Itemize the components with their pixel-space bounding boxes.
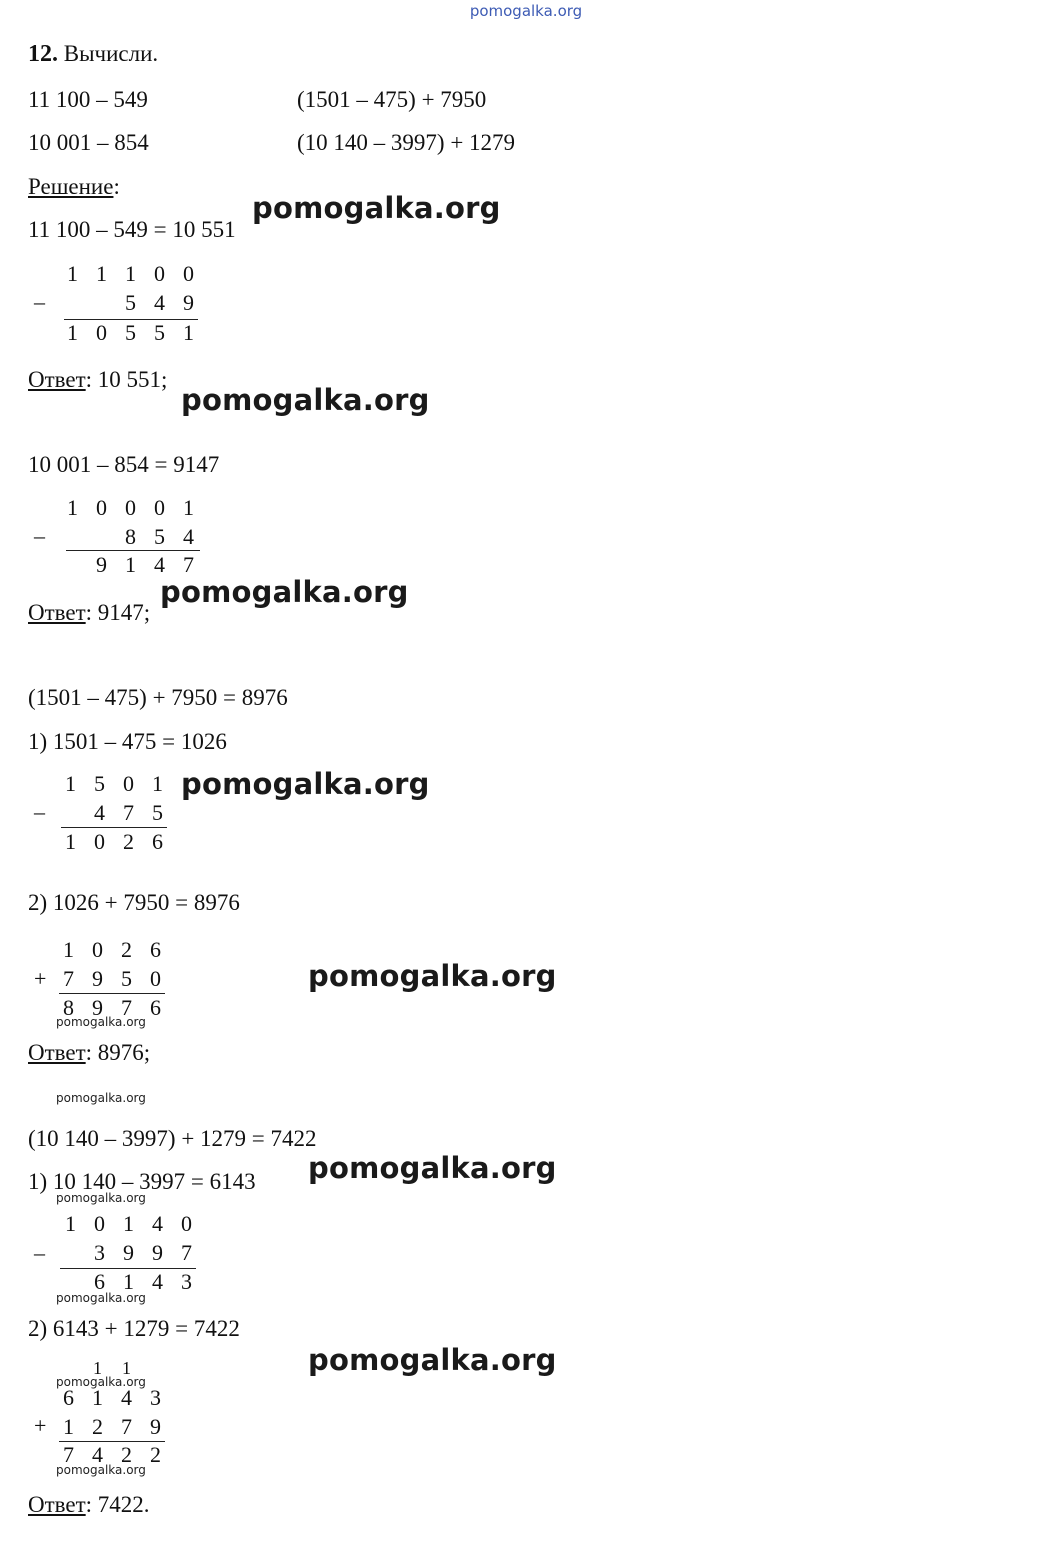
solution-2-operator: – [34,523,45,548]
digit: 6 [63,1385,74,1410]
digit: 5 [152,800,163,825]
digit: 8 [63,995,74,1020]
task-title: Вычисли. [63,41,159,66]
digit: 0 [181,1211,192,1236]
answer-value: : 8976; [85,1040,151,1065]
digit: 1 [123,1269,134,1294]
watermark-small-4: pomogalka.org [56,1291,146,1305]
digit: 6 [150,937,161,962]
solution-4-operator-1: – [34,1240,45,1265]
solution-3-operator-2: + [34,966,47,991]
watermark-6: pomogalka.org [308,1151,557,1185]
digit: 1 [65,771,76,796]
digit: 0 [94,829,105,854]
solution-label-text: Решение [28,174,114,199]
digit: 0 [123,771,134,796]
solution-4-equation: (10 140 – 3997) + 1279 = 7422 [28,1126,317,1151]
digit: 1 [125,261,136,286]
digit: 1 [67,261,78,286]
digit: 0 [183,261,194,286]
digit: 1 [96,261,107,286]
digit: 4 [92,1442,103,1467]
digit: 1 [123,1211,134,1236]
digit: 1 [67,320,78,345]
watermark-small-6: pomogalka.org [56,1463,146,1477]
solution-3-answer [28,1041,150,1064]
solution-3-step-1: 1) 1501 – 475 = 1026 [28,729,227,754]
digit: 0 [154,261,165,286]
digit: 1 [92,1385,103,1410]
digit: 2 [92,1414,103,1439]
solution-3-step-2: 2) 1026 + 7950 = 8976 [28,890,240,915]
watermark-1: pomogalka.org [252,191,501,225]
digit: 9 [152,1240,163,1265]
watermark-4: pomogalka.org [181,767,430,801]
carry-digit: 1 [122,1358,131,1378]
digit: 7 [121,995,132,1020]
digit: 4 [154,552,165,577]
digit: 7 [183,552,194,577]
digit: 9 [123,1240,134,1265]
digit: 6 [152,829,163,854]
digit: 1 [125,552,136,577]
watermark-7: pomogalka.org [308,1343,557,1377]
digit: 1 [63,1414,74,1439]
digit: 2 [121,1442,132,1467]
solution-4-answer [28,1493,150,1516]
digit: 0 [150,966,161,991]
site-watermark-top: pomogalka.org [469,2,583,20]
expression-3: 10 001 – 854 [28,130,149,155]
digit: 4 [183,524,194,549]
digit: 1 [65,829,76,854]
digit: 7 [121,1414,132,1439]
digit: 4 [94,800,105,825]
digit: 0 [96,320,107,345]
digit: 9 [183,290,194,315]
solution-label-colon: : [113,174,120,199]
digit: 4 [152,1211,163,1236]
digit: 6 [150,995,161,1020]
digit: 3 [181,1269,192,1294]
carry-digit: 1 [93,1358,102,1378]
solution-label [28,175,120,198]
digit: 1 [63,937,74,962]
answer-value: : 10 551; [85,367,168,392]
digit: 7 [63,966,74,991]
solution-2-equation: 10 001 – 854 = 9147 [28,452,220,477]
digit: 4 [121,1385,132,1410]
digit: 1 [67,495,78,520]
task-heading [28,42,158,66]
solution-4-operator-2: + [34,1413,47,1438]
digit: 9 [92,995,103,1020]
solution-3-equation: (1501 – 475) + 7950 = 8976 [28,685,288,710]
answer-value: : 9147; [85,600,151,625]
digit: 0 [125,495,136,520]
answer-value: : 7422. [85,1492,150,1517]
digit: 5 [121,966,132,991]
digit: 0 [92,937,103,962]
expression-2: (1501 – 475) + 7950 [297,87,487,112]
solution-1-equation: 11 100 – 549 = 10 551 [28,217,236,242]
digit: 0 [96,495,107,520]
solution-4-step-2: 2) 6143 + 1279 = 7422 [28,1316,240,1341]
watermark-small-1: pomogalka.org [56,1015,146,1029]
digit: 0 [154,495,165,520]
digit: 9 [150,1414,161,1439]
watermark-small-5: pomogalka.org [56,1375,146,1389]
digit: 5 [154,320,165,345]
answer-label: Ответ [28,1492,86,1517]
digit: 2 [123,829,134,854]
expression-1: 11 100 – 549 [28,87,148,112]
digit: 9 [92,966,103,991]
digit: 5 [125,290,136,315]
digit: 1 [65,1211,76,1236]
digit: 3 [150,1385,161,1410]
digit: 5 [94,771,105,796]
expression-4: (10 140 – 3997) + 1279 [297,130,516,155]
answer-label: Ответ [28,1040,86,1065]
solution-1-answer [28,368,167,391]
answer-label: Ответ [28,600,86,625]
digit: 5 [125,320,136,345]
watermark-3: pomogalka.org [160,575,409,609]
answer-label: Ответ [28,367,86,392]
solution-4-step-1: 1) 10 140 – 3997 = 6143 [28,1169,256,1194]
task-number: 12. [28,41,58,67]
digit: 9 [96,552,107,577]
digit: 0 [94,1211,105,1236]
digit: 1 [152,771,163,796]
watermark-5: pomogalka.org [308,959,557,993]
digit: 5 [154,524,165,549]
digit: 8 [125,524,136,549]
digit: 7 [181,1240,192,1265]
digit: 2 [150,1442,161,1467]
digit: 4 [154,290,165,315]
digit: 1 [183,320,194,345]
digit: 2 [121,937,132,962]
digit: 6 [94,1269,105,1294]
solution-1-operator: – [34,289,45,314]
watermark-small-3: pomogalka.org [56,1191,146,1205]
solution-3-operator-1: – [34,799,45,824]
watermark-2: pomogalka.org [181,383,430,417]
digit: 4 [152,1269,163,1294]
digit: 3 [94,1240,105,1265]
solution-2-answer [28,601,150,624]
watermark-small-2: pomogalka.org [56,1091,146,1105]
digit: 7 [123,800,134,825]
digit: 7 [63,1442,74,1467]
digit: 1 [183,495,194,520]
